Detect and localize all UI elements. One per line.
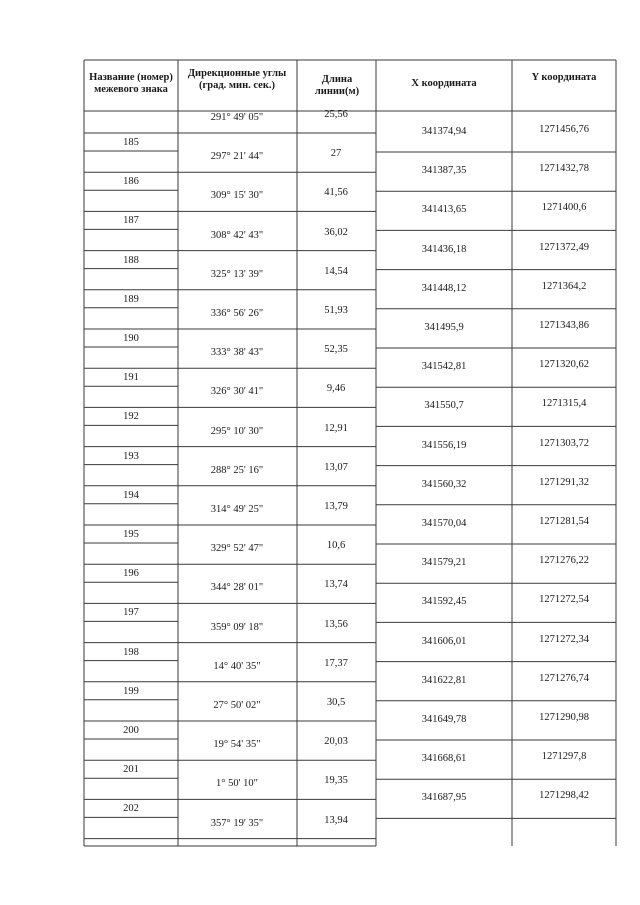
segment-angle: 329° 52' 47": [210, 543, 264, 555]
segment-angle: 333° 38' 43": [210, 347, 264, 359]
point-y: 1271320,62: [539, 359, 589, 371]
segment-angle: 359° 09' 18": [210, 621, 264, 633]
point-x: 341570,04: [421, 518, 467, 529]
segment-length: 12,91: [324, 422, 348, 434]
point-x: 341622,81: [421, 674, 467, 686]
segment-angle: 326° 30' 41": [210, 386, 264, 398]
segment-angle: 325° 13' 39": [210, 268, 264, 280]
header-y: Y координата: [531, 72, 597, 83]
segment-angle: 308° 42' 43": [210, 229, 264, 241]
point-x: 341687,95: [421, 792, 467, 804]
header-angle: Дирекционные углы (град. мин. сек.): [187, 68, 287, 91]
point-name: 200: [123, 725, 139, 736]
point-x: 341413,65: [421, 204, 467, 216]
segment-angle: 27° 50' 02": [213, 700, 261, 711]
point-y: 1271276,22: [539, 555, 589, 567]
segment-angle: 314° 49' 25": [210, 504, 264, 515]
point-x: 341606,01: [421, 635, 467, 647]
segment-angle: 297° 21' 44": [210, 151, 264, 163]
point-name: 189: [123, 293, 139, 305]
point-x: 341448,12: [421, 282, 467, 294]
point-x: 341374,94: [421, 126, 467, 137]
point-x: 341556,19: [421, 439, 467, 451]
point-y: 1271343,86: [539, 320, 589, 331]
header-name: Название (номер) межевого знака: [89, 72, 173, 95]
segment-angle: 19° 54' 35": [213, 739, 261, 751]
segment-length: 36,02: [324, 226, 348, 238]
point-name: 193: [123, 450, 139, 462]
point-name: 201: [123, 764, 139, 776]
segment-length: 14,54: [324, 265, 348, 277]
segment-length: 19,35: [324, 775, 348, 787]
segment-angle: 288° 25' 16": [210, 464, 264, 476]
point-name: 190: [123, 333, 139, 344]
segment-length: 13,07: [324, 461, 348, 473]
segment-angle: 344° 28' 01": [210, 582, 264, 594]
segment-length: 27: [330, 148, 342, 160]
point-y: 1271400,6: [541, 202, 587, 214]
point-name: 185: [123, 137, 139, 148]
point-x: 341542,81: [421, 361, 467, 373]
point-name: 187: [123, 215, 139, 227]
point-y: 1271298,42: [539, 790, 589, 802]
segment-length: 20,03: [324, 736, 348, 748]
point-name: 191: [123, 372, 139, 384]
segment-length: 10,6: [326, 540, 346, 552]
point-y: 1271297,8: [541, 751, 587, 763]
segment-length: 13,56: [324, 618, 348, 630]
segment-angle: 1° 50' 10": [216, 778, 258, 790]
segment-length: 9,46: [326, 383, 346, 395]
segment-length: 51,93: [324, 305, 348, 316]
point-y: 1271372,49: [539, 241, 589, 253]
point-name: 186: [123, 176, 139, 188]
point-y: 1271291,32: [539, 476, 589, 488]
point-name: 198: [123, 646, 139, 658]
point-name: 199: [123, 685, 139, 697]
point-name: 202: [123, 803, 139, 815]
point-y: 1271432,78: [539, 163, 589, 175]
point-y: 1271272,54: [539, 594, 589, 606]
segment-angle: 336° 56' 26": [210, 308, 264, 319]
point-y: 1271290,98: [539, 712, 589, 723]
point-x: 341436,18: [421, 243, 467, 255]
point-x: 341560,32: [421, 478, 467, 490]
point-y: 1271456,76: [539, 124, 589, 135]
point-x: 341668,61: [421, 753, 467, 765]
point-name: 194: [123, 489, 139, 501]
segment-angle: 357° 19' 35": [210, 817, 264, 829]
segment-angle: 14° 40' 35": [213, 660, 261, 672]
point-y: 1271281,54: [539, 516, 589, 527]
point-y: 1271303,72: [539, 437, 589, 449]
segment-length: 13,79: [324, 501, 348, 512]
point-x: 341579,21: [421, 557, 467, 569]
segment-angle: 291° 49' 05": [210, 112, 264, 123]
point-y: 1271364,2: [541, 280, 587, 292]
point-name: 196: [123, 568, 139, 580]
point-x: 341550,7: [424, 400, 464, 412]
point-y: 1271276,74: [539, 672, 589, 684]
point-y: 1271272,34: [539, 633, 589, 645]
segment-length: 41,56: [324, 187, 348, 199]
header-x: X координата: [411, 78, 477, 89]
segment-length: 13,74: [324, 579, 348, 591]
point-name: 188: [123, 254, 139, 266]
segment-angle: 295° 10' 30": [210, 425, 264, 437]
segment-length: 13,94: [324, 814, 348, 826]
segment-length: 17,37: [324, 657, 348, 669]
segment-angle: 309° 15' 30": [210, 190, 264, 202]
segment-length: 25,56: [324, 109, 348, 120]
point-x: 341649,78: [421, 714, 467, 725]
point-x: 341495,9: [424, 322, 464, 333]
segment-length: 52,35: [324, 344, 348, 356]
point-x: 341387,35: [421, 165, 467, 177]
point-name: 197: [123, 607, 139, 619]
point-name: 195: [123, 529, 139, 540]
header-length: Длина линии(м): [314, 74, 360, 97]
point-y: 1271315,4: [541, 398, 587, 410]
point-name: 192: [123, 411, 139, 423]
segment-length: 30,5: [326, 697, 346, 708]
point-x: 341592,45: [421, 596, 467, 608]
